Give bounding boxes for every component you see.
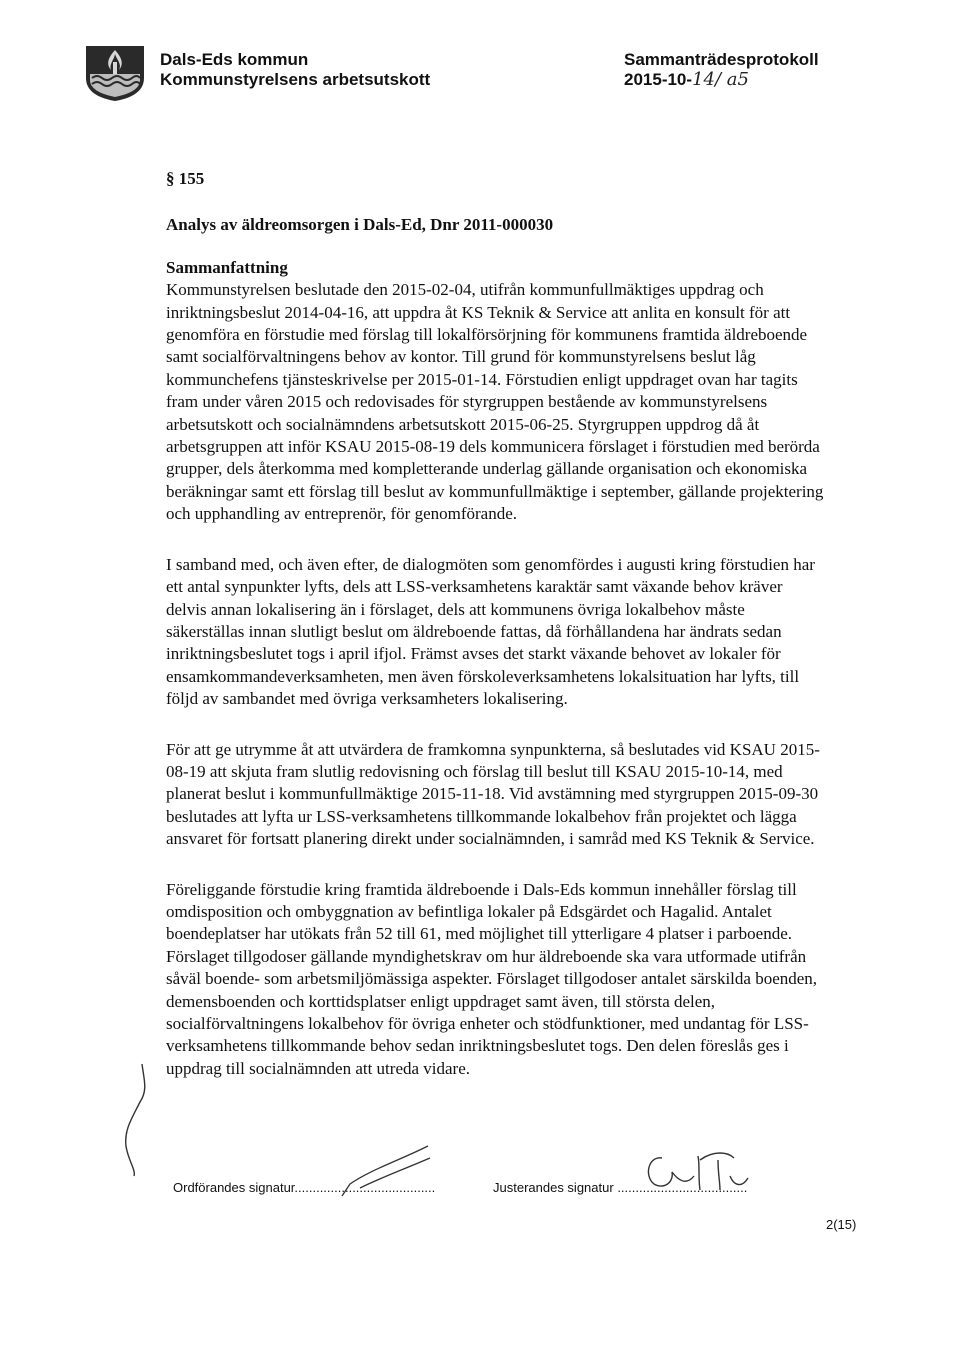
chair-signature-label: Ordförandes signatur [173,1180,295,1195]
committee-name: Kommunstyrelsens arbetsutskott [160,70,431,89]
protocol-body [166,168,826,1102]
adjuster-signature-label: Justerandes signatur [493,1180,614,1195]
paragraph: För att ge utrymme åt att utvärdera de framkomna synpunkterna, så beslutades vid KSAU 2015-08-19 att skjuta fram slutlig redovisning och förslag till beslut till KSAU 2015-10-14, med planerat beslut i kommunfullmäktige 2015-11-18. Vid avstämning med styrgruppen 2015-09-30 beslutades att lyfta ur LSS-verksamhetens tillkommande lokalbehov från projektet och lägga ansvaret för fortsatt planering direkt under socialnämnden, i samråd med KS Teknik & Service. [166,739,820,849]
paragraph: I samband med, och även efter, de dialogmöten som genomfördes i augusti kring förstudien har ett antal synpunkter lyfts, dels att LSS-verksamhetens karaktär samt växande behov kräver delvis annan lokalisering än i förslaget, dels att kommunens övriga lokalbehov måste säkerställas innan slutligt beslut om äldreboende fattas, då förhållandena har ändrats sedan inriktningsbeslutet togs i april ifjol. Främst avses det starkt växande behovet av lokaler för ensamkommandeverksamheten, men även förskoleverksamhetens lokalsituation har lyfts, till följd av sambandet med övriga verksamheters lokalisering. [166,554,815,709]
handwritten-date-correction: 14/ a5 [692,69,749,90]
document-type: Sammanträdesprotokoll [624,50,819,69]
section-number: § 155 [166,169,205,188]
adjuster-signature-dots: .................................... [617,1180,748,1195]
municipality-name: Dals-Eds kommun [160,50,309,69]
page-number: 2(15) [826,1217,857,1232]
agenda-item-title: Analys av äldreomsorgen i Dals-Ed, Dnr 2011-000030 [166,215,554,235]
meeting-date [624,70,819,90]
adjuster-signature-scribble [638,1146,758,1196]
summary-heading: Sammanfattning [166,257,288,277]
protocol-block [624,50,819,90]
chair-signature-scribble [330,1140,440,1200]
chair-signature-dots: ....................................... [294,1180,436,1195]
printed-date: 2015-10- [624,70,693,89]
paragraph: Kommunstyrelsen beslutade den 2015-02-04, utifrån kommunfullmäktiges uppdrag och inriktningsbeslut 2014-04-16, att uppdra åt KS Teknik & Service att anlita en konsult för att genomföra en förstudie med förslag till lokalförsörjning för kommunens framtida äldreboende samt socialförvaltningens behov av kontor. Till grund för kommunstyrelsens beslut låg kommunchefens tjänsteskrivelse per 2015-01-14. Förstudien enligt uppdraget ovan har tagits fram under våren 2015 och redovisades för styrgruppen bestående av kommunstyrelsens arbetsutskott och socialnämndens arbetsutskott 2015-06-25. Styrgruppen uppdrog då åt arbetsgruppen att inför KSAU 2015-08-19 dels kommunicera förslaget i förstudien med berörda grupper, dels återkomma med kompletterande underlag gällande organisation och ekonomiska beräkningar samt ett förslag till beslut av kommunfullmäktige i september, gällande projektering och upphandling av entreprenör, för genomförande. [166,280,824,524]
margin-bracket-mark [118,1060,152,1180]
organization-block [160,50,430,90]
paragraph: Föreliggande förstudie kring framtida äldreboende i Dals-Eds kommun innehåller förslag till omdisposition och ombyggnation av befintliga lokaler på Edsgärdet och Hagalid. Antalet boendeplatser har utökats från 52 till 61, med möjlighet till ytterligare 4 platser i parboende. Förslaget tillgodoser gällande myndighetskrav om hur äldreboende ska vara utformade utifrån såväl boende- som arbetsmiljömässiga aspekter. Förslaget tillgodoser antalet särskilda boenden, demensboenden och korttidsplatser enligt uppdraget samt även, till största delen, socialförvaltningens lokalbehov för övriga enheter och stödfunktioner, med undantag för LSS-verksamhetens tillkommande behov sedan inriktningsbeslutet togs. Den delen föreslås ges i uppdrag till socialnämnden att utreda vidare. [166,879,818,1078]
municipal-coat-of-arms-logo [84,44,146,102]
letterhead [84,44,884,104]
